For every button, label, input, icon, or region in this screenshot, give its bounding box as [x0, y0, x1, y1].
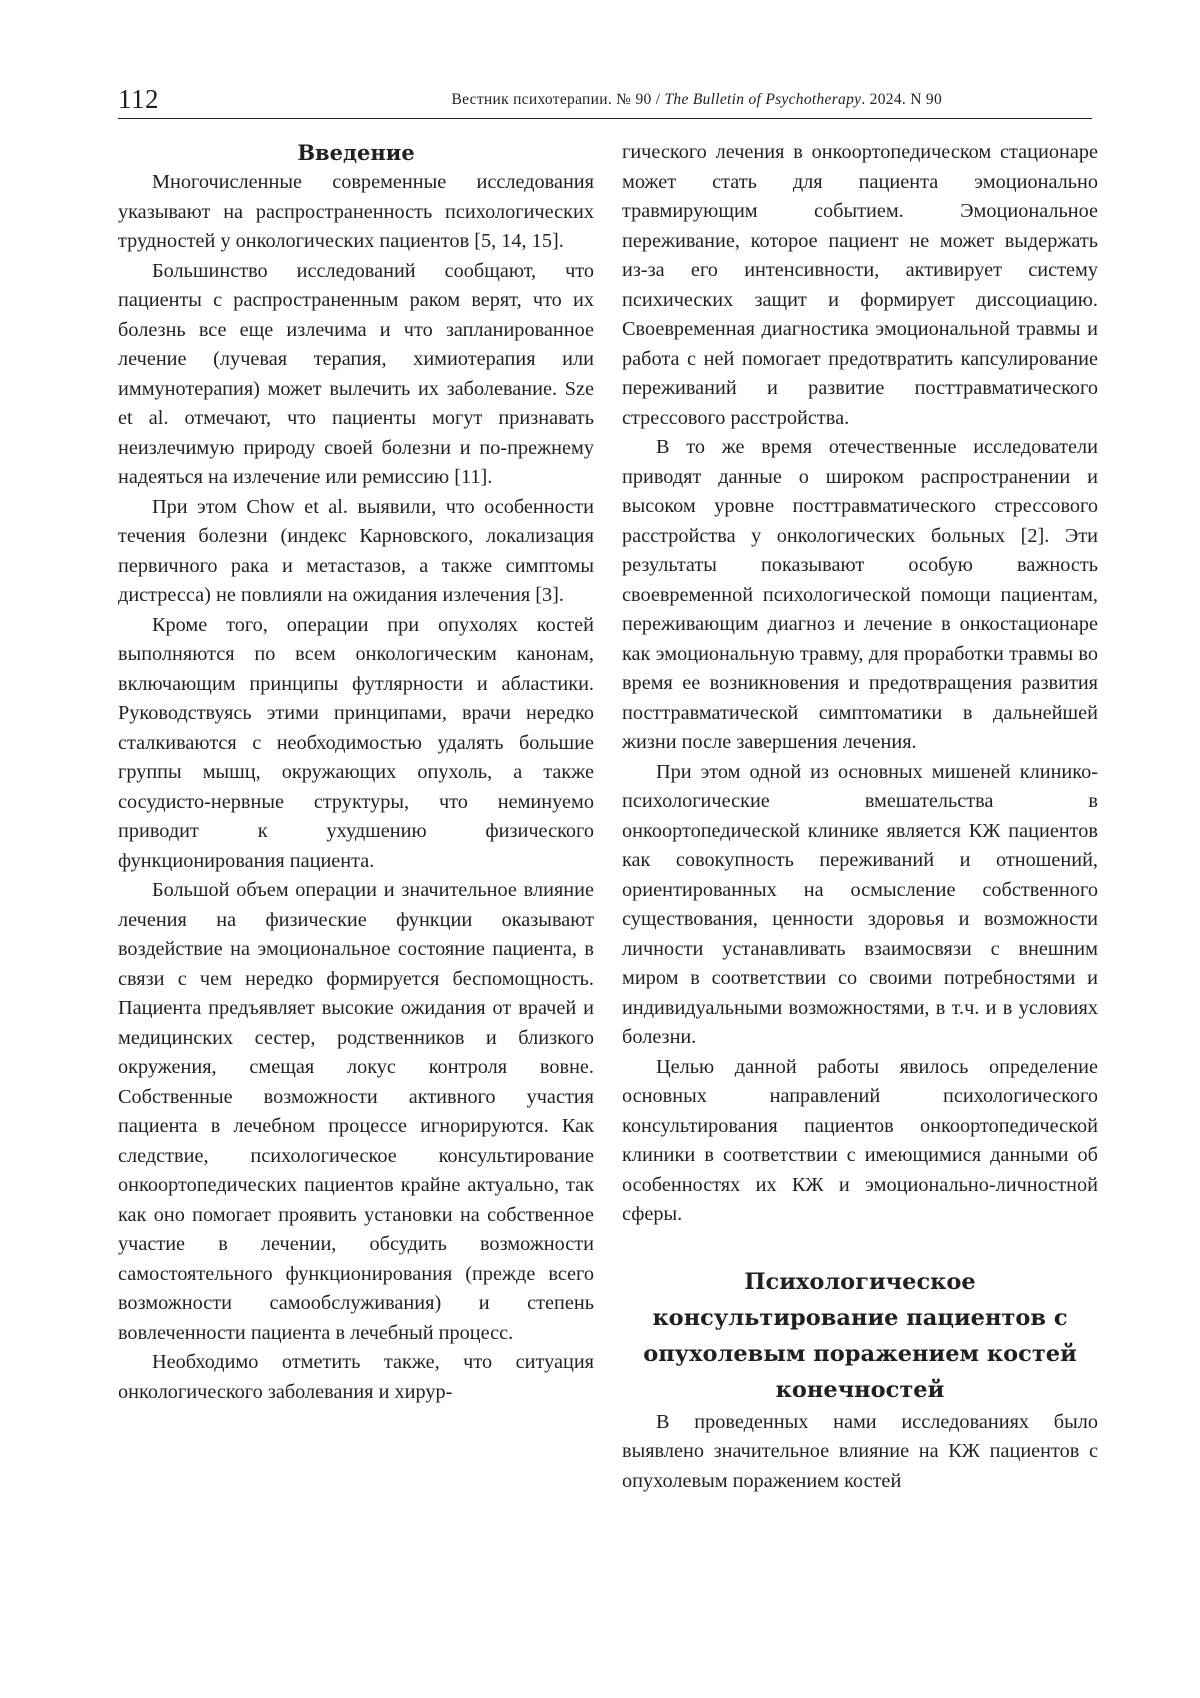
page-header	[118, 84, 1092, 119]
paragraph: В то же время отечественные исследователи приводят данные о широком распространении и высоком уровне посттравматического стрессового расстройства у онкологических больных [2]. Эти результаты показывают особую важность своевременной психологической помощи пациентам, переживающим диагноз и лечение в онкостационаре как эмоциональную травму, для проработки травмы во время ее возникновения и предотвращения развития посттравматической симптоматики в дальнейшей жизни после завершения лечения.	[622, 436, 1098, 753]
paragraph: В проведенных нами исследованиях было выявлено значительное влияние на КЖ пациентов с опухолевым поражением костей	[622, 1410, 1098, 1492]
paragraph-continuation: гического лечения в онкоортопедическом стационаре может стать для пациента эмоционально травмирующим событием. Эмоциональное переживание, которое пациент не может выдержать из-за его интенсивности, активирует систему психических защит и формирует диссоциацию. Своевременная диагностика эмоциональной травмы и работа с ней помогает предотвратить капсулирование переживаний и развитие посттравматического стрессового расстройства.	[622, 141, 1098, 429]
left-column	[118, 138, 594, 1407]
paragraph: Кроме того, операции при опухолях костей выполняются по всем онкологическим канонам, включающим принципы футлярности и абластики. Руководствуясь этими принципами, врачи нередко сталкиваются с необходимостью удалять большие группы мышц, окружающих опухоль, а также сосудисто-нервные структуры, что неминуемо приводит к ухудшению физического функционирования пациента.	[118, 613, 594, 872]
section-heading-counseling: Психологическое консультирование пациентов с опухолевым поражением костей конечностей	[643, 1268, 1077, 1403]
journal-title-ru: Вестник психотерапии. № 90	[451, 91, 652, 108]
paragraph: При этом одной из основных мишеней клинико-психологические вмешательства в онкоортопедической клинике является КЖ пациентов как совокупность переживаний и отношений, ориентированных на осмысление собственного существования, ценности здоровья и возможности личности устанавливать взаимосвязи с внешним миром в соответствии со своими потребностями и индивидуальными возможностями, в т.ч. и в условиях болезни.	[622, 760, 1098, 1048]
right-column	[622, 138, 1098, 1496]
paragraph: Многочисленные современные исследования указывают на распространенность психологических трудностей у онкологических пациентов [5, 14, 15].	[118, 171, 594, 252]
section-heading-introduction: Введение	[297, 140, 415, 165]
title-separator: /	[651, 91, 665, 108]
journal-title-en: The Bulletin of Psychotherapy	[664, 91, 862, 108]
paragraph: Необходимо отметить также, что ситуация онкологического заболевания и хирур-	[118, 1351, 594, 1403]
paragraph: При этом Chow et al. выявили, что особенности течения болезни (индекс Карновского, локализация первичного рака и метастазов, а также симптомы дистресса) не повлияли на ожидания излечения [3].	[118, 495, 594, 606]
paragraph: Большинство исследований сообщают, что пациенты с распространенным раком верят, что их болезнь все еще излечима и что запланированное лечение (лучевая терапия, химиотерапия или иммунотерапия) может вылечить их заболевание. Sze et al. отмечают, что пациенты могут признавать неизлечимую природу своей болезни и по-прежнему надеяться на излечение или ремиссию [11].	[118, 259, 594, 488]
paragraph: Большой объем операции и значительное влияние лечения на физические функции оказывают воздействие на эмоциональное состояние пациента, в связи с чем нередко формируется беспомощность. Пациента предъявляет высокие ожидания от врачей и медицинских сестер, родственников и близкого окружения, смещая локус контроля вовне. Собственные возможности активного участия пациента в лечебном процессе игнорируются. Как следствие, психологическое консультирование онкоортопедических пациентов крайне актуально, так как оно помогает проявить установки на собственное участие в лечении, обсудить возможности самостоятельного функционирования (прежде всего возможности самообслуживания) и степень вовлеченности пациента в лечебный процесс.	[118, 879, 594, 1344]
journal-year-issue: . 2024. N 90	[861, 91, 942, 108]
paragraph: Целью данной работы явилось определение основных направлений психологического консультирования пациентов онкоортопедической клиники в соответствии с имеющимися данными об особенностях их КЖ и эмоционально-личностной сферы.	[622, 1055, 1098, 1225]
running-head	[451, 89, 942, 111]
page-number: 112	[118, 84, 159, 114]
